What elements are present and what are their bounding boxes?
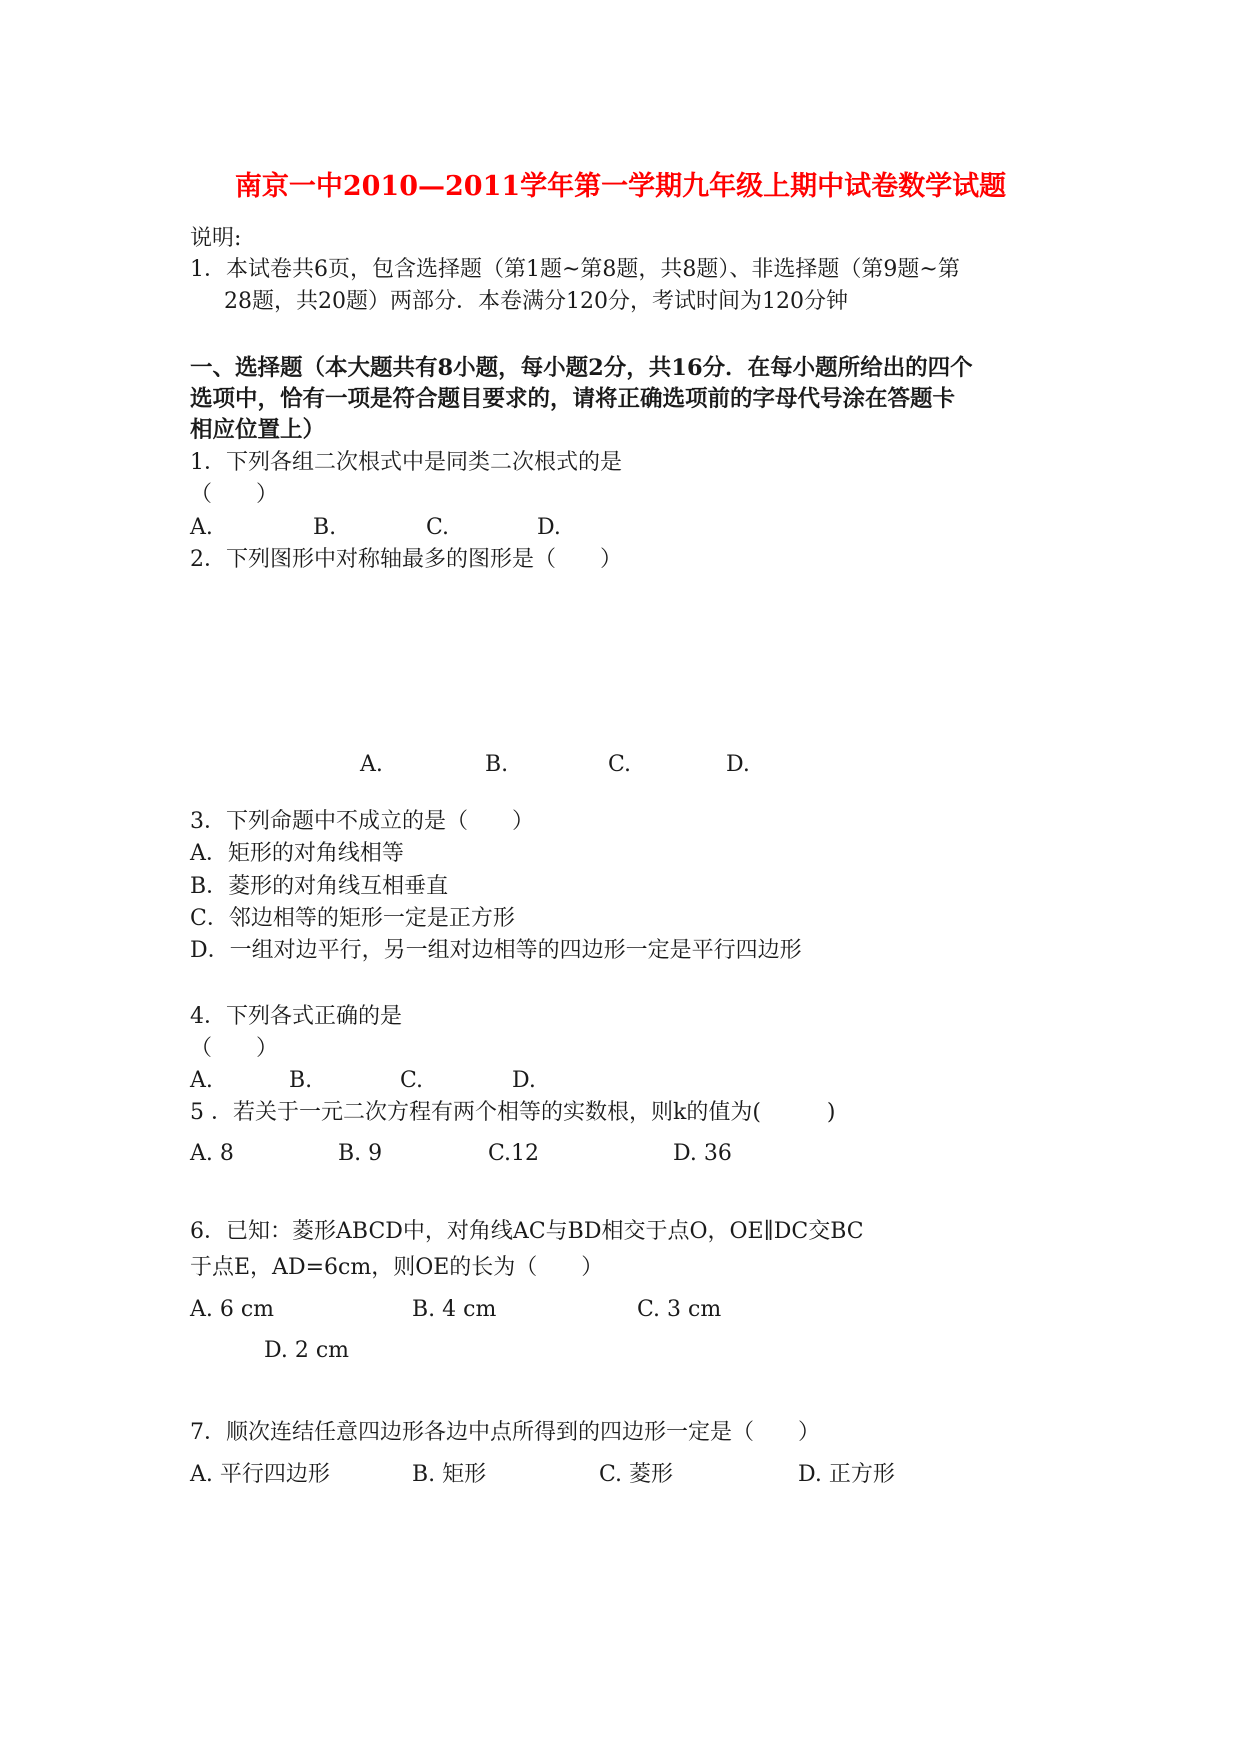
q1-answer-paren: （ ） bbox=[190, 482, 279, 507]
page-title: 南京一中2010—2011学年第一学期九年级上期中试卷数学试题 bbox=[234, 171, 1007, 202]
q3-option-d: D．一组对边平行，另一组对边相等的四边形一定是平行四边形 bbox=[190, 938, 802, 963]
notes-item-1-line-2: 28题，共20题）两部分．本卷满分120分，考试时间为120分钟 bbox=[224, 289, 848, 314]
section-1-heading-line-1: 一、选择题（本大题共有8小题，每小题2分，共16分．在每小题所给出的四个 bbox=[190, 355, 973, 381]
q2-option-b: B. bbox=[485, 752, 509, 777]
q5-option-a: A. 8 bbox=[190, 1141, 234, 1166]
q6-option-a: A. 6 cm bbox=[190, 1297, 275, 1322]
q5-option-d: D. 36 bbox=[673, 1141, 732, 1166]
section-1-heading-line-2: 选项中，恰有一项是符合题目要求的，请将正确选项前的字母代号涂在答题卡 bbox=[190, 386, 956, 412]
q2-stem: 2．下列图形中对称轴最多的图形是（ ） bbox=[190, 547, 622, 572]
q7-option-a: A. 平行四边形 bbox=[190, 1462, 330, 1487]
q7-option-d: D. 正方形 bbox=[798, 1462, 895, 1487]
notes-item-1-line-1: 1．本试卷共6页，包含选择题（第1题~第8题，共8题）、非选择题（第9题~第 bbox=[190, 257, 960, 282]
q6-option-b: B. 4 cm bbox=[412, 1297, 497, 1322]
q4-option-a: A. bbox=[190, 1068, 213, 1093]
q3-option-b: B．菱形的对角线互相垂直 bbox=[190, 874, 449, 899]
q4-stem: 4．下列各式正确的是 bbox=[190, 1004, 402, 1029]
q2-option-a: A. bbox=[360, 752, 383, 777]
q1-stem: 1．下列各组二次根式中是同类二次根式的是 bbox=[190, 450, 622, 475]
q7-option-c: C. 菱形 bbox=[599, 1462, 674, 1487]
q3-stem: 3．下列命题中不成立的是（ ） bbox=[190, 809, 534, 834]
notes-heading: 说明: bbox=[190, 226, 242, 251]
q1-option-b: B. bbox=[313, 515, 337, 540]
q6-option-d: D. 2 cm bbox=[264, 1338, 350, 1363]
q6-stem-line-2: 于点E，AD=6cm，则OE的长为（ ） bbox=[190, 1255, 604, 1280]
q4-option-b: B. bbox=[289, 1068, 313, 1093]
q2-option-c: C. bbox=[608, 752, 632, 777]
q5-option-b: B. 9 bbox=[338, 1141, 383, 1166]
q4-answer-paren: （ ） bbox=[190, 1036, 279, 1061]
q6-option-c: C. 3 cm bbox=[637, 1297, 722, 1322]
q2-option-d: D. bbox=[726, 752, 750, 777]
q3-option-a: A．矩形的对角线相等 bbox=[190, 841, 404, 866]
q1-option-c: C. bbox=[426, 515, 450, 540]
q7-stem: 7．顺次连结任意四边形各边中点所得到的四边形一定是（ ） bbox=[190, 1420, 820, 1445]
q5-option-c: C.12 bbox=[488, 1141, 540, 1166]
q6-stem-line-1: 6．已知：菱形ABCD中，对角线AC与BD相交于点O，OE∥DC交BC bbox=[190, 1219, 864, 1244]
q1-option-d: D. bbox=[537, 515, 561, 540]
section-1-heading-line-3: 相应位置上） bbox=[190, 417, 326, 443]
q4-option-c: C. bbox=[400, 1068, 424, 1093]
q1-option-a: A. bbox=[190, 515, 213, 540]
q3-option-c: C．邻边相等的矩形一定是正方形 bbox=[190, 906, 515, 931]
q4-option-d: D. bbox=[512, 1068, 536, 1093]
q7-option-b: B. 矩形 bbox=[412, 1462, 487, 1487]
q5-stem: 5 ．若关于一元二次方程有两个相等的实数根，则k的值为( ) bbox=[190, 1100, 836, 1125]
